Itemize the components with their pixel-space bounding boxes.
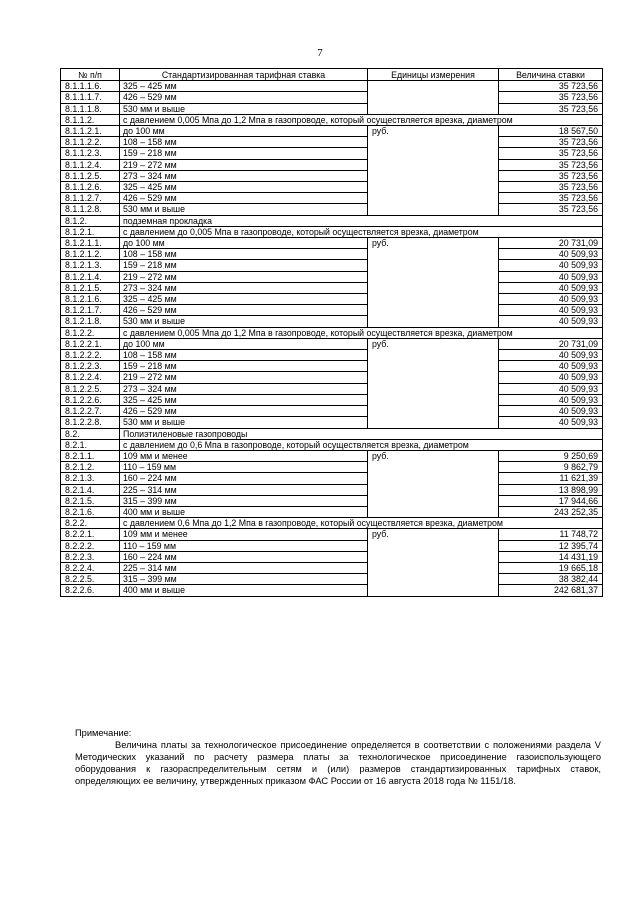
row-rate: 108 – 158 мм bbox=[120, 350, 368, 361]
row-value: 35 723,56 bbox=[499, 170, 603, 181]
section-num: 8.2.1. bbox=[61, 439, 120, 450]
header-rate: Стандартизированная тарифная ставка bbox=[120, 69, 368, 81]
row-num: 8.1.1.2.1. bbox=[61, 126, 120, 137]
table-row bbox=[61, 294, 603, 305]
row-value: 40 509,93 bbox=[499, 316, 603, 327]
row-num: 8.1.2.1.5. bbox=[61, 282, 120, 293]
row-rate: 108 – 158 мм bbox=[120, 249, 368, 260]
row-num: 8.1.2.2.2. bbox=[61, 350, 120, 361]
table-row bbox=[61, 338, 603, 349]
row-value: 35 723,56 bbox=[499, 81, 603, 92]
row-num: 8.2.1.4. bbox=[61, 484, 120, 495]
row-value: 35 723,56 bbox=[499, 182, 603, 193]
row-rate: 400 мм и выше bbox=[120, 585, 368, 596]
row-value: 40 509,93 bbox=[499, 350, 603, 361]
row-rate: 219 – 272 мм bbox=[120, 271, 368, 282]
row-value: 9 250,69 bbox=[499, 450, 603, 461]
table-row bbox=[61, 193, 603, 204]
section-row bbox=[61, 327, 603, 338]
page-number: 7 bbox=[317, 47, 323, 59]
row-value: 12 395,74 bbox=[499, 540, 603, 551]
row-num: 8.1.1.2.4. bbox=[61, 159, 120, 170]
row-num: 8.1.2.2.1. bbox=[61, 338, 120, 349]
row-value: 20 731,09 bbox=[499, 338, 603, 349]
row-value: 14 431,19 bbox=[499, 551, 603, 562]
row-num: 8.2.1.1. bbox=[61, 450, 120, 461]
table-header-row bbox=[61, 69, 603, 81]
row-rate: 530 мм и выше bbox=[120, 204, 368, 215]
row-rate: 225 – 314 мм bbox=[120, 484, 368, 495]
row-num: 8.1.2.2.5. bbox=[61, 383, 120, 394]
row-num: 8.2.2.6. bbox=[61, 585, 120, 596]
table-row bbox=[61, 562, 603, 573]
row-value: 19 665,18 bbox=[499, 562, 603, 573]
row-rate: 273 – 324 мм bbox=[120, 282, 368, 293]
note-title: Примечание: bbox=[75, 728, 132, 738]
table-row bbox=[61, 148, 603, 159]
table-row bbox=[61, 260, 603, 271]
row-num: 8.2.1.2. bbox=[61, 462, 120, 473]
row-rate: 325 – 425 мм bbox=[120, 182, 368, 193]
table-row bbox=[61, 238, 603, 249]
table-row bbox=[61, 103, 603, 114]
row-value: 35 723,56 bbox=[499, 103, 603, 114]
row-rate: 109 мм и менее bbox=[120, 450, 368, 461]
note-block bbox=[75, 727, 601, 787]
table-row bbox=[61, 406, 603, 417]
unit-cell: руб. bbox=[368, 450, 499, 517]
table-row bbox=[61, 495, 603, 506]
unit-cell bbox=[368, 81, 499, 115]
table-row bbox=[61, 305, 603, 316]
table-row bbox=[61, 126, 603, 137]
row-num: 8.1.1.2.8. bbox=[61, 204, 120, 215]
section-num: 8.1.1.2. bbox=[61, 114, 120, 125]
row-rate: 325 – 425 мм bbox=[120, 294, 368, 305]
row-value: 40 509,93 bbox=[499, 394, 603, 405]
row-rate: 315 – 399 мм bbox=[120, 495, 368, 506]
row-rate: до 100 мм bbox=[120, 126, 368, 137]
row-value: 40 509,93 bbox=[499, 406, 603, 417]
table-row bbox=[61, 574, 603, 585]
row-value: 9 862,79 bbox=[499, 462, 603, 473]
row-num: 8.2.2.3. bbox=[61, 551, 120, 562]
table-row bbox=[61, 484, 603, 495]
section-title: с давлением 0,005 Мпа до 1,2 Мпа в газопроводе, который осуществляется врезка, диаметром bbox=[120, 114, 603, 125]
section-row bbox=[61, 439, 603, 450]
section-num: 8.1.2. bbox=[61, 215, 120, 226]
table-row bbox=[61, 92, 603, 103]
unit-cell: руб. bbox=[368, 529, 499, 596]
row-num: 8.1.2.2.7. bbox=[61, 406, 120, 417]
row-num: 8.1.2.1.2. bbox=[61, 249, 120, 260]
row-num: 8.2.1.3. bbox=[61, 473, 120, 484]
row-value: 35 723,56 bbox=[499, 193, 603, 204]
section-title: Полиэтиленовые газопроводы bbox=[120, 428, 603, 439]
row-value: 11 621,39 bbox=[499, 473, 603, 484]
section-title: с давлением до 0,005 Мпа в газопроводе, который осуществляется врезка, диаметром bbox=[120, 226, 603, 237]
row-rate: 219 – 272 мм bbox=[120, 159, 368, 170]
row-num: 8.2.2.5. bbox=[61, 574, 120, 585]
row-num: 8.1.2.2.8. bbox=[61, 417, 120, 428]
row-value: 40 509,93 bbox=[499, 361, 603, 372]
section-num: 8.2. bbox=[61, 428, 120, 439]
table-row bbox=[61, 417, 603, 428]
table-row bbox=[61, 462, 603, 473]
row-rate: 159 – 218 мм bbox=[120, 361, 368, 372]
header-num: № п/п bbox=[61, 69, 120, 81]
row-rate: 426 – 529 мм bbox=[120, 406, 368, 417]
table-row bbox=[61, 316, 603, 327]
row-rate: 225 – 314 мм bbox=[120, 562, 368, 573]
table-row bbox=[61, 383, 603, 394]
row-num: 8.1.1.1.7. bbox=[61, 92, 120, 103]
section-num: 8.1.2.2. bbox=[61, 327, 120, 338]
row-value: 40 509,93 bbox=[499, 294, 603, 305]
row-num: 8.2.2.1. bbox=[61, 529, 120, 540]
section-row bbox=[61, 518, 603, 529]
table-body bbox=[61, 81, 603, 596]
row-value: 13 898,99 bbox=[499, 484, 603, 495]
row-num: 8.1.2.1.7. bbox=[61, 305, 120, 316]
row-num: 8.1.2.2.4. bbox=[61, 372, 120, 383]
row-value: 40 509,93 bbox=[499, 249, 603, 260]
row-rate: 530 мм и выше bbox=[120, 417, 368, 428]
row-num: 8.1.2.2.6. bbox=[61, 394, 120, 405]
row-rate: 160 – 224 мм bbox=[120, 551, 368, 562]
row-value: 40 509,93 bbox=[499, 282, 603, 293]
row-rate: 160 – 224 мм bbox=[120, 473, 368, 484]
table-row bbox=[61, 249, 603, 260]
table-row bbox=[61, 282, 603, 293]
unit-cell: руб. bbox=[368, 338, 499, 428]
row-rate: 315 – 399 мм bbox=[120, 574, 368, 585]
row-num: 8.2.2.4. bbox=[61, 562, 120, 573]
row-rate: 426 – 529 мм bbox=[120, 193, 368, 204]
row-num: 8.1.1.2.6. bbox=[61, 182, 120, 193]
row-value: 11 748,72 bbox=[499, 529, 603, 540]
row-rate: до 100 мм bbox=[120, 238, 368, 249]
row-num: 8.1.2.1.1. bbox=[61, 238, 120, 249]
row-value: 242 681,37 bbox=[499, 585, 603, 596]
row-rate: до 100 мм bbox=[120, 338, 368, 349]
table-row bbox=[61, 81, 603, 92]
row-rate: 426 – 529 мм bbox=[120, 92, 368, 103]
row-rate: 110 – 159 мм bbox=[120, 540, 368, 551]
row-value: 40 509,93 bbox=[499, 383, 603, 394]
row-num: 8.1.2.1.3. bbox=[61, 260, 120, 271]
unit-cell: руб. bbox=[368, 126, 499, 216]
table-row bbox=[61, 137, 603, 148]
note-text: Величина платы за технологическое присоединение определяется в соответствии с положениями раздела V Методических указаний по расчету размера платы за технологическое присоединение газоиспользующего оборудования к газораспределительным сетям и (или) размеров стандартизированных тарифных ставок, определяющих ее величину, утвержденных приказом ФАС России от 16 августа 2018 года № 1151/18. bbox=[75, 740, 601, 786]
section-row bbox=[61, 215, 603, 226]
row-rate: 219 – 272 мм bbox=[120, 372, 368, 383]
row-value: 18 567,50 bbox=[499, 126, 603, 137]
row-rate: 108 – 158 мм bbox=[120, 137, 368, 148]
row-value: 38 382,44 bbox=[499, 574, 603, 585]
table-row bbox=[61, 372, 603, 383]
row-rate: 273 – 324 мм bbox=[120, 170, 368, 181]
section-num: 8.2.2. bbox=[61, 518, 120, 529]
row-value: 40 509,93 bbox=[499, 372, 603, 383]
table-row bbox=[61, 350, 603, 361]
section-title: с давлением 0,005 Мпа до 1,2 Мпа в газопроводе, который осуществляется врезка, диаметром bbox=[120, 327, 603, 338]
table-row bbox=[61, 506, 603, 517]
table-row bbox=[61, 182, 603, 193]
section-title: с давлением 0,6 Мпа до 1,2 Мпа в газопроводе, который осуществляется врезка, диаметром bbox=[120, 518, 603, 529]
row-rate: 325 – 425 мм bbox=[120, 394, 368, 405]
row-rate: 325 – 425 мм bbox=[120, 81, 368, 92]
section-row bbox=[61, 226, 603, 237]
row-value: 35 723,56 bbox=[499, 204, 603, 215]
table-row bbox=[61, 450, 603, 461]
section-row bbox=[61, 114, 603, 125]
tariff-table bbox=[60, 68, 603, 597]
row-rate: 109 мм и менее bbox=[120, 529, 368, 540]
section-title: подземная прокладка bbox=[120, 215, 603, 226]
table-row bbox=[61, 394, 603, 405]
row-rate: 530 мм и выше bbox=[120, 316, 368, 327]
table-row bbox=[61, 540, 603, 551]
row-value: 40 509,93 bbox=[499, 260, 603, 271]
row-value: 243 252,35 bbox=[499, 506, 603, 517]
row-value: 35 723,56 bbox=[499, 137, 603, 148]
row-num: 8.1.1.1.8. bbox=[61, 103, 120, 114]
row-value: 40 509,93 bbox=[499, 305, 603, 316]
table-row bbox=[61, 529, 603, 540]
table-row bbox=[61, 271, 603, 282]
row-num: 8.1.1.2.3. bbox=[61, 148, 120, 159]
row-rate: 110 – 159 мм bbox=[120, 462, 368, 473]
row-num: 8.2.2.2. bbox=[61, 540, 120, 551]
section-row bbox=[61, 428, 603, 439]
row-rate: 159 – 218 мм bbox=[120, 148, 368, 159]
table-row bbox=[61, 170, 603, 181]
row-num: 8.1.1.1.6. bbox=[61, 81, 120, 92]
row-num: 8.2.1.5. bbox=[61, 495, 120, 506]
row-rate: 159 – 218 мм bbox=[120, 260, 368, 271]
table-row bbox=[61, 551, 603, 562]
row-num: 8.1.1.2.2. bbox=[61, 137, 120, 148]
row-num: 8.1.1.2.5. bbox=[61, 170, 120, 181]
table-row bbox=[61, 159, 603, 170]
row-num: 8.2.1.6. bbox=[61, 506, 120, 517]
table-row bbox=[61, 585, 603, 596]
header-value: Величина ставки bbox=[499, 69, 603, 81]
row-num: 8.1.2.1.8. bbox=[61, 316, 120, 327]
row-num: 8.1.2.2.3. bbox=[61, 361, 120, 372]
row-rate: 530 мм и выше bbox=[120, 103, 368, 114]
header-unit: Единицы измерения bbox=[368, 69, 499, 81]
section-num: 8.1.2.1. bbox=[61, 226, 120, 237]
row-value: 35 723,56 bbox=[499, 148, 603, 159]
row-value: 35 723,56 bbox=[499, 92, 603, 103]
row-value: 20 731,09 bbox=[499, 238, 603, 249]
table-row bbox=[61, 204, 603, 215]
table-row bbox=[61, 361, 603, 372]
row-rate: 426 – 529 мм bbox=[120, 305, 368, 316]
row-rate: 273 – 324 мм bbox=[120, 383, 368, 394]
row-rate: 400 мм и выше bbox=[120, 506, 368, 517]
row-value: 17 944,66 bbox=[499, 495, 603, 506]
row-value: 40 509,93 bbox=[499, 271, 603, 282]
section-title: с давлением до 0,6 Мпа в газопроводе, который осуществляется врезка, диаметром bbox=[120, 439, 603, 450]
row-num: 8.1.2.1.6. bbox=[61, 294, 120, 305]
table-row bbox=[61, 473, 603, 484]
unit-cell: руб. bbox=[368, 238, 499, 328]
row-value: 35 723,56 bbox=[499, 159, 603, 170]
row-num: 8.1.2.1.4. bbox=[61, 271, 120, 282]
row-num: 8.1.1.2.7. bbox=[61, 193, 120, 204]
row-value: 40 509,93 bbox=[499, 417, 603, 428]
